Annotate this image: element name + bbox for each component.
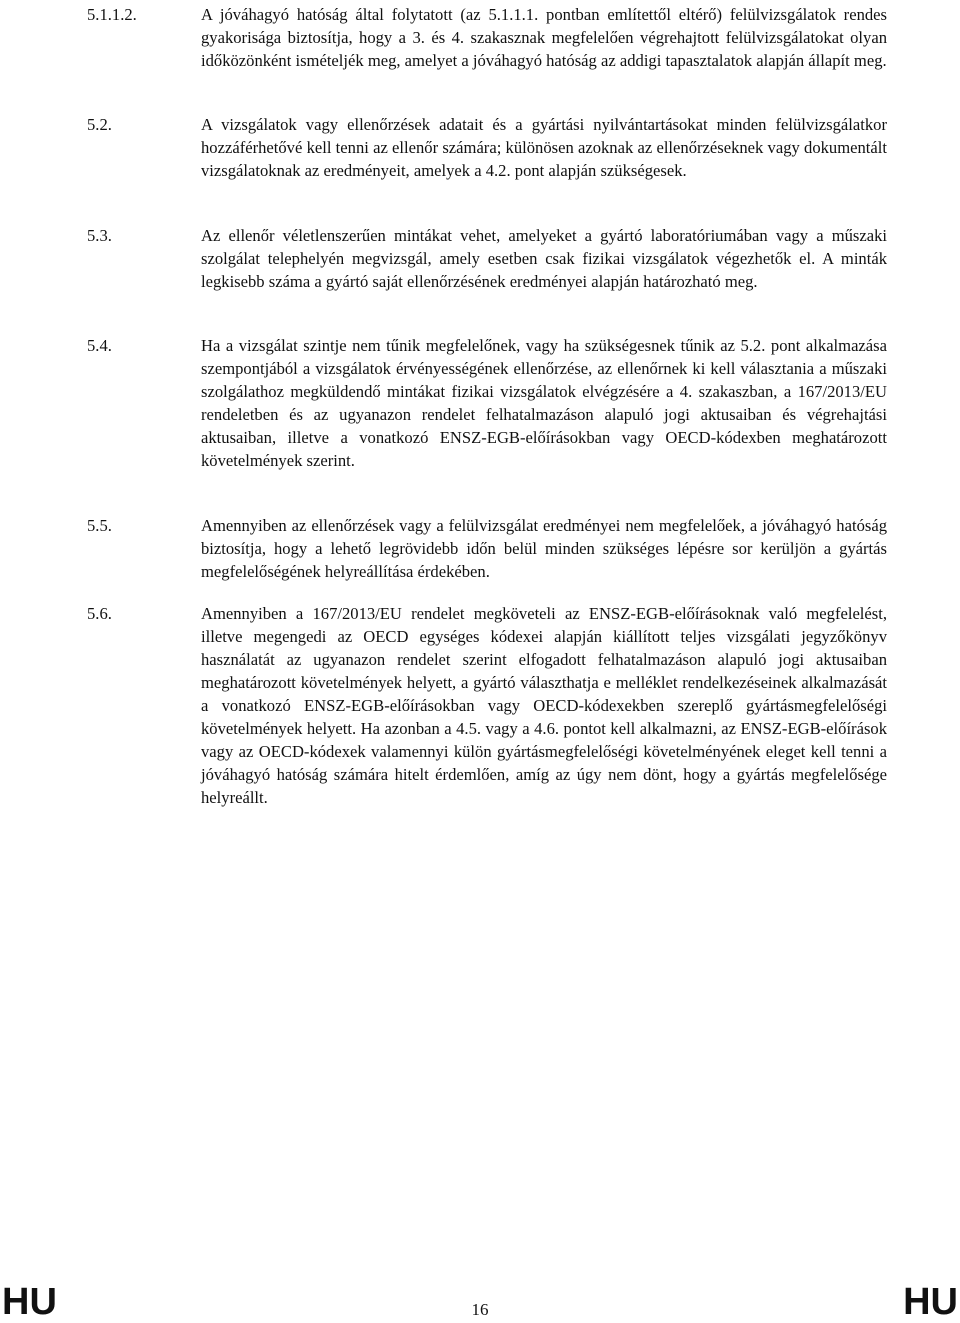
section-text: Az ellenőr véletlenszerűen mintákat vehet, amelyeket a gyártó laboratóriumában vagy a műszaki szolgálat telephelyén megvizsgál, amely esetben csak fizikai vizsgálatok végezhetők el. A minták legkisebb száma a gyártó saját ellenőrzésének eredményei alapján határozható meg. — [201, 226, 887, 291]
section-number: 5.4. — [87, 336, 112, 355]
section-text: Amennyiben a 167/2013/EU rendelet megköveteli az ENSZ-EGB-előírásoknak való megfelelést, illetve megengedi az OECD egységes kódexei alapján kiállított teljes vizsgálati jegyzőkönyv használatát az ugyanazon rendelet szerint elfogadott felhatalmazáson alapuló jogi aktusaiban meghatározott követelmények helyett, a gyártó választhatja e melléklet rendelkezéseinek alkalmazását a vonatkozó ENSZ-EGB-előírásokban vagy OECD-kódexekben szereplő gyártásmegfelelőségi követelmények helyett. Ha azonban a 4.5. vagy a 4.6. pontot kell alkalmazni, az ENSZ-EGB-előírások vagy az OECD-kódexek valamennyi külön gyártásmegfelelőségi követelményének eleget kell tenni a jóváhagyó hatóság számára hitelt érdemlően, amíg az úgy nem dönt, hogy a gyártás megfelelősége helyreállt. — [201, 604, 887, 807]
section-number: 5.3. — [87, 226, 112, 245]
language-code-left: HU — [2, 1281, 57, 1323]
section-text: A jóváhagyó hatóság által folytatott (az 5.1.1.1. pontban említettől eltérő) felülvizsgálatok rendes gyakorisága biztosítja, hogy a 3. és 4. szakasznak megfelelően végrehajtott felülvizsgálatokat olyan időközönként ismételjék meg, amelyet a jóváhagyó hatóság az addigi tapasztalatok alapján állapít meg. — [201, 5, 887, 70]
section-text: Ha a vizsgálat szintje nem tűnik megfelelőnek, vagy ha szükségesnek tűnik az 5.2. pont alkalmazása szempontjából a vizsgálatok érvényességének ellenőrzése, az ellenőrnek ki kell választania a műszaki szolgálathoz megküldendő mintákat fizikai vizsgálatok elvégzésére a 4. szakaszban, a 167/2013/EU rendeletben és az ugyanazon rendelet felhatalmazáson alapuló jogi aktusaiban és végrehajtási aktusaiban, illetve a vonatkozó ENSZ-EGB-előírásokban vagy OECD-kódexben meghatározott követelmények szerint. — [201, 336, 887, 470]
section-number: 5.1.1.2. — [87, 5, 137, 24]
section-text: A vizsgálatok vagy ellenőrzések adatait és a gyártási nyilvántartásokat minden felülvizsgálatkor hozzáférhetővé kell tenni az ellenőr számára; különösen azoknak az ellenőrzéseknek vagy dokumentált vizsgálatoknak az eredményeit, amelyek a 4.2. pont alapján szükségesek. — [201, 115, 887, 180]
section-5-4 — [87, 334, 887, 472]
section-5-5 — [87, 514, 887, 583]
page-number: 16 — [471, 1300, 489, 1319]
section-5-1-1-2 — [87, 3, 887, 72]
section-text: Amennyiben az ellenőrzések vagy a felülvizsgálat eredményei nem megfelelőek, a jóváhagyó hatóság biztosítja, hogy a lehető legrövidebb időn belül minden szükséges lépésre sor kerüljön a gyártás megfelelőségének helyreállítása érdekében. — [201, 516, 887, 581]
section-number: 5.5. — [87, 516, 112, 535]
section-5-3 — [87, 224, 887, 293]
section-5-6 — [87, 602, 887, 809]
language-code-right: HU — [903, 1281, 958, 1323]
section-number: 5.6. — [87, 604, 112, 623]
section-5-2 — [87, 113, 887, 182]
section-number: 5.2. — [87, 115, 112, 134]
